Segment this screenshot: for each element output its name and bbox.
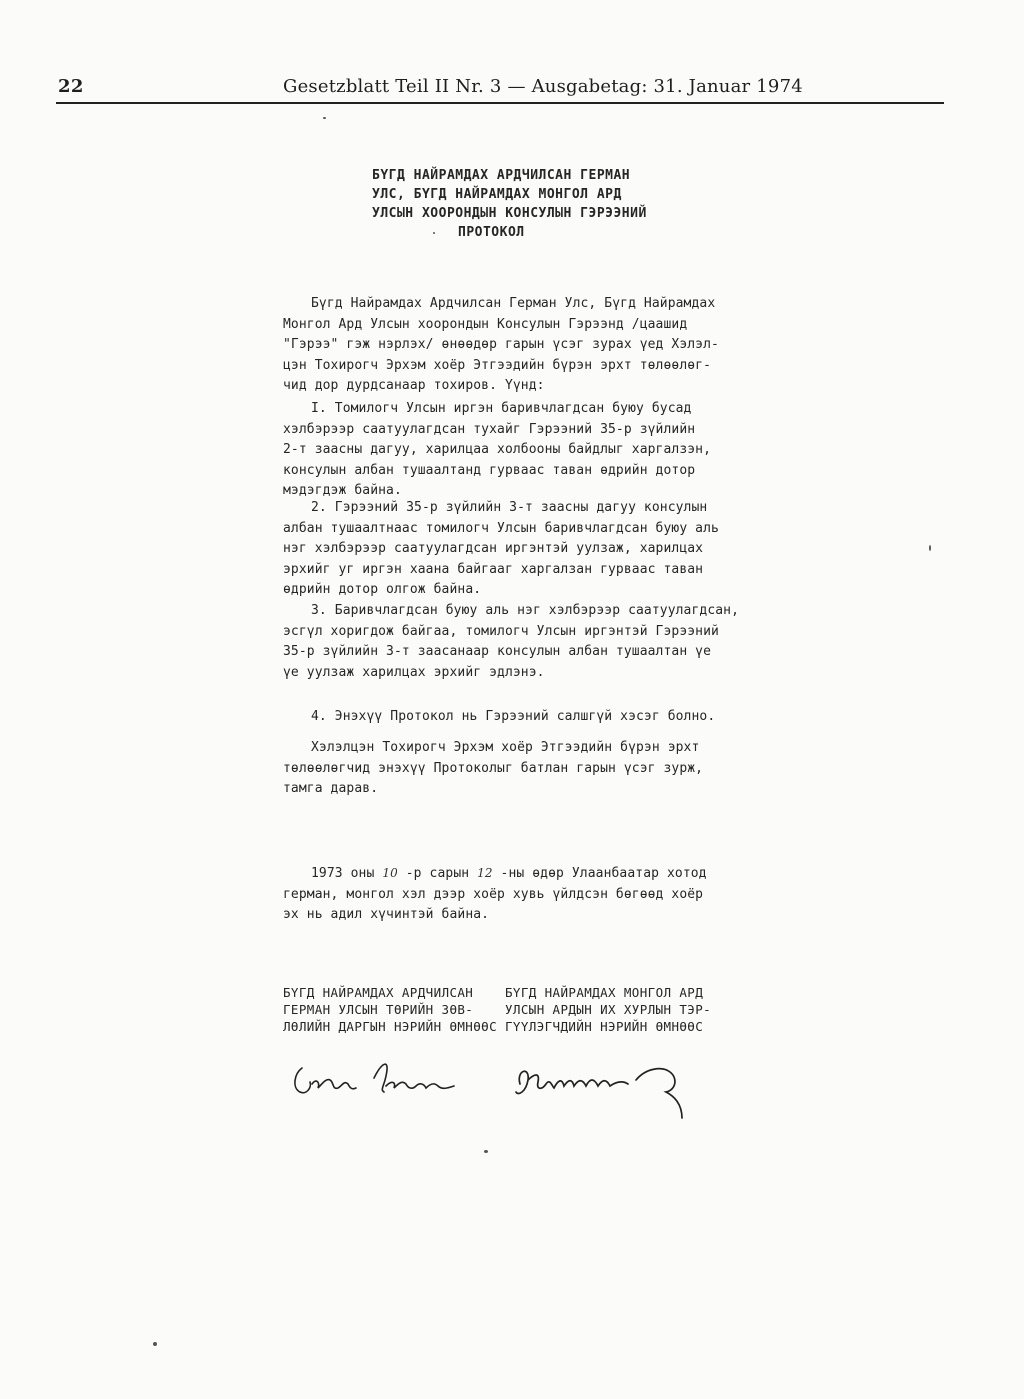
signatory-line: БҮГД НАЙРАМДАХ АРДЧИЛСАН (283, 985, 474, 1000)
text-line: эсгүл хоригдож байгаа, томилогч Улсын иргэнтэй Гэрээний (283, 623, 719, 639)
date-text: -ны өдөр Улаанбаатар хотод (492, 866, 707, 881)
signatory-mpr (505, 984, 711, 1035)
clause-3 (283, 601, 739, 683)
title-line: УЛСЫН ХООРОНДЫН КОНСУЛЫН ГЭРЭЭНИЙ (372, 206, 647, 221)
text-line: албан тушаалтнаас томилогч Улсын баривчлагдсан буюу аль (283, 520, 719, 536)
handwritten-month: 10 (382, 866, 398, 880)
text-line: Монгол Ард Улсын хоорондын Консулын Гэрээнд /цаашид (283, 316, 688, 332)
page-header (56, 74, 944, 104)
title-line: ПРОТОКОЛ (458, 225, 525, 240)
text-line (283, 863, 707, 885)
handwritten-day: 12 (477, 866, 493, 880)
text-line: төлөөлөгчид энэхүү Протоколыг батлан гарын үсэг зурж, (283, 760, 704, 776)
text-line: тамга дарав. (283, 781, 379, 796)
scan-speck (929, 545, 931, 551)
signature-gdr (282, 1048, 482, 1108)
date-clause (283, 863, 707, 926)
text-line: I. Томилогч Улсын иргэн баривчлагдсан буюу бусад (311, 401, 692, 416)
text-line: 4. Энэхүү Протокол нь Гэрээний салшгүй хэсэг болно. (311, 709, 716, 724)
signatory-line: БҮГД НАЙРАМДАХ МОНГОЛ АРД (505, 985, 704, 1000)
text-line: Бүгд Найрамдах Ардчилсан Герман Улс, Бүгд Найрамдах (311, 296, 716, 311)
clause-2 (283, 498, 719, 601)
preamble-paragraph (283, 294, 719, 397)
text-line: "Гэрээ" гэж нэрлэх/ өнөөдөр гарын үсэг зурах үед Хэлэл- (283, 337, 719, 352)
signatory-line: ГҮҮЛЭГЧДИЙН НЭРИЙН ӨМНӨӨС (505, 1019, 704, 1034)
signatory-line: ЛӨЛИЙН ДАРГЫН НЭРИЙН ӨМНӨӨС (283, 1019, 497, 1034)
scan-speck (323, 117, 326, 119)
text-line: хэлбэрээр саатуулагдсан тухайг Гэрээний 35-р зүйлийн (283, 421, 696, 437)
text-line: 3. Баривчлагдсан буюу аль нэг хэлбэрээр саатуулагдсан, (311, 603, 740, 618)
text-line: консулын албан тушаалтанд гурваас таван өдрийн дотор (283, 462, 696, 478)
page-number: 22 (58, 76, 84, 97)
signatory-line: УЛСЫН АРДЫН ИХ ХУРЛЫН ТЭР- (505, 1002, 712, 1017)
text-line: 35-р зүйлийн 3-т заасанаар консулын албан тушаалтан үе (283, 644, 712, 659)
scan-speck (433, 232, 435, 234)
signature-mpr (506, 1050, 706, 1130)
clause-4 (283, 707, 715, 728)
text-line: өдрийн дотор олгож байна. (283, 582, 482, 597)
text-line: чид дор дурдсанаар тохиров. Үүнд: (283, 378, 545, 393)
text-line: эх нь адил хүчинтэй байна. (283, 907, 490, 922)
text-line: 2. Гэрээний 35-р зүйлийн 3-т заасны дагуу консулын (311, 500, 708, 515)
text-line: герман, монгол хэл дээр хоёр хувь үйлдсэн бөгөөд хоёр (283, 886, 704, 902)
signatory-gdr (283, 984, 497, 1035)
scan-speck (153, 1342, 157, 1346)
title-line: УЛС, БҮГД НАЙРАМДАХ МОНГОЛ АРД (372, 187, 622, 202)
text-line: мэдэгдэж байна. (283, 483, 402, 498)
text-line: цэн Тохирогч Эрхэм хоёр Этгээдийн бүрэн эрхт төлөөлөг- (283, 357, 712, 373)
text-line: Хэлэлцэн Тохирогч Эрхэм хоёр Этгээдийн бүрэн эрхт (311, 740, 700, 755)
date-text: 1973 оны (311, 866, 383, 881)
text-line: нэг хэлбэрээр саатуулагдсан иргэнтэй уулзаж, харилцах (283, 541, 704, 556)
closing-paragraph (283, 738, 703, 800)
document-title (372, 166, 682, 242)
text-line: үе уулзаж харилцах эрхийг эдлэнэ. (283, 664, 545, 680)
text-line: эрхийг уг иргэн хаана байгааг харгалзан гурваас таван (283, 561, 704, 577)
signatory-line: ГЕРМАН УЛСЫН ТӨРИЙН ЗӨВ- (283, 1002, 474, 1017)
text-line: 2-т заасны дагуу, харилцаа холбооны байдлыг харгалзэн, (283, 442, 712, 457)
clause-1 (283, 399, 711, 502)
running-head: Gesetzblatt Teil II Nr. 3 — Ausgabetag: 31. Januar 1974 (283, 76, 803, 97)
title-line: БҮГД НАЙРАМДАХ АРДЧИЛСАН ГЕРМАН (372, 168, 631, 183)
scan-speck (484, 1150, 488, 1153)
date-text: -р сарын (397, 866, 478, 881)
